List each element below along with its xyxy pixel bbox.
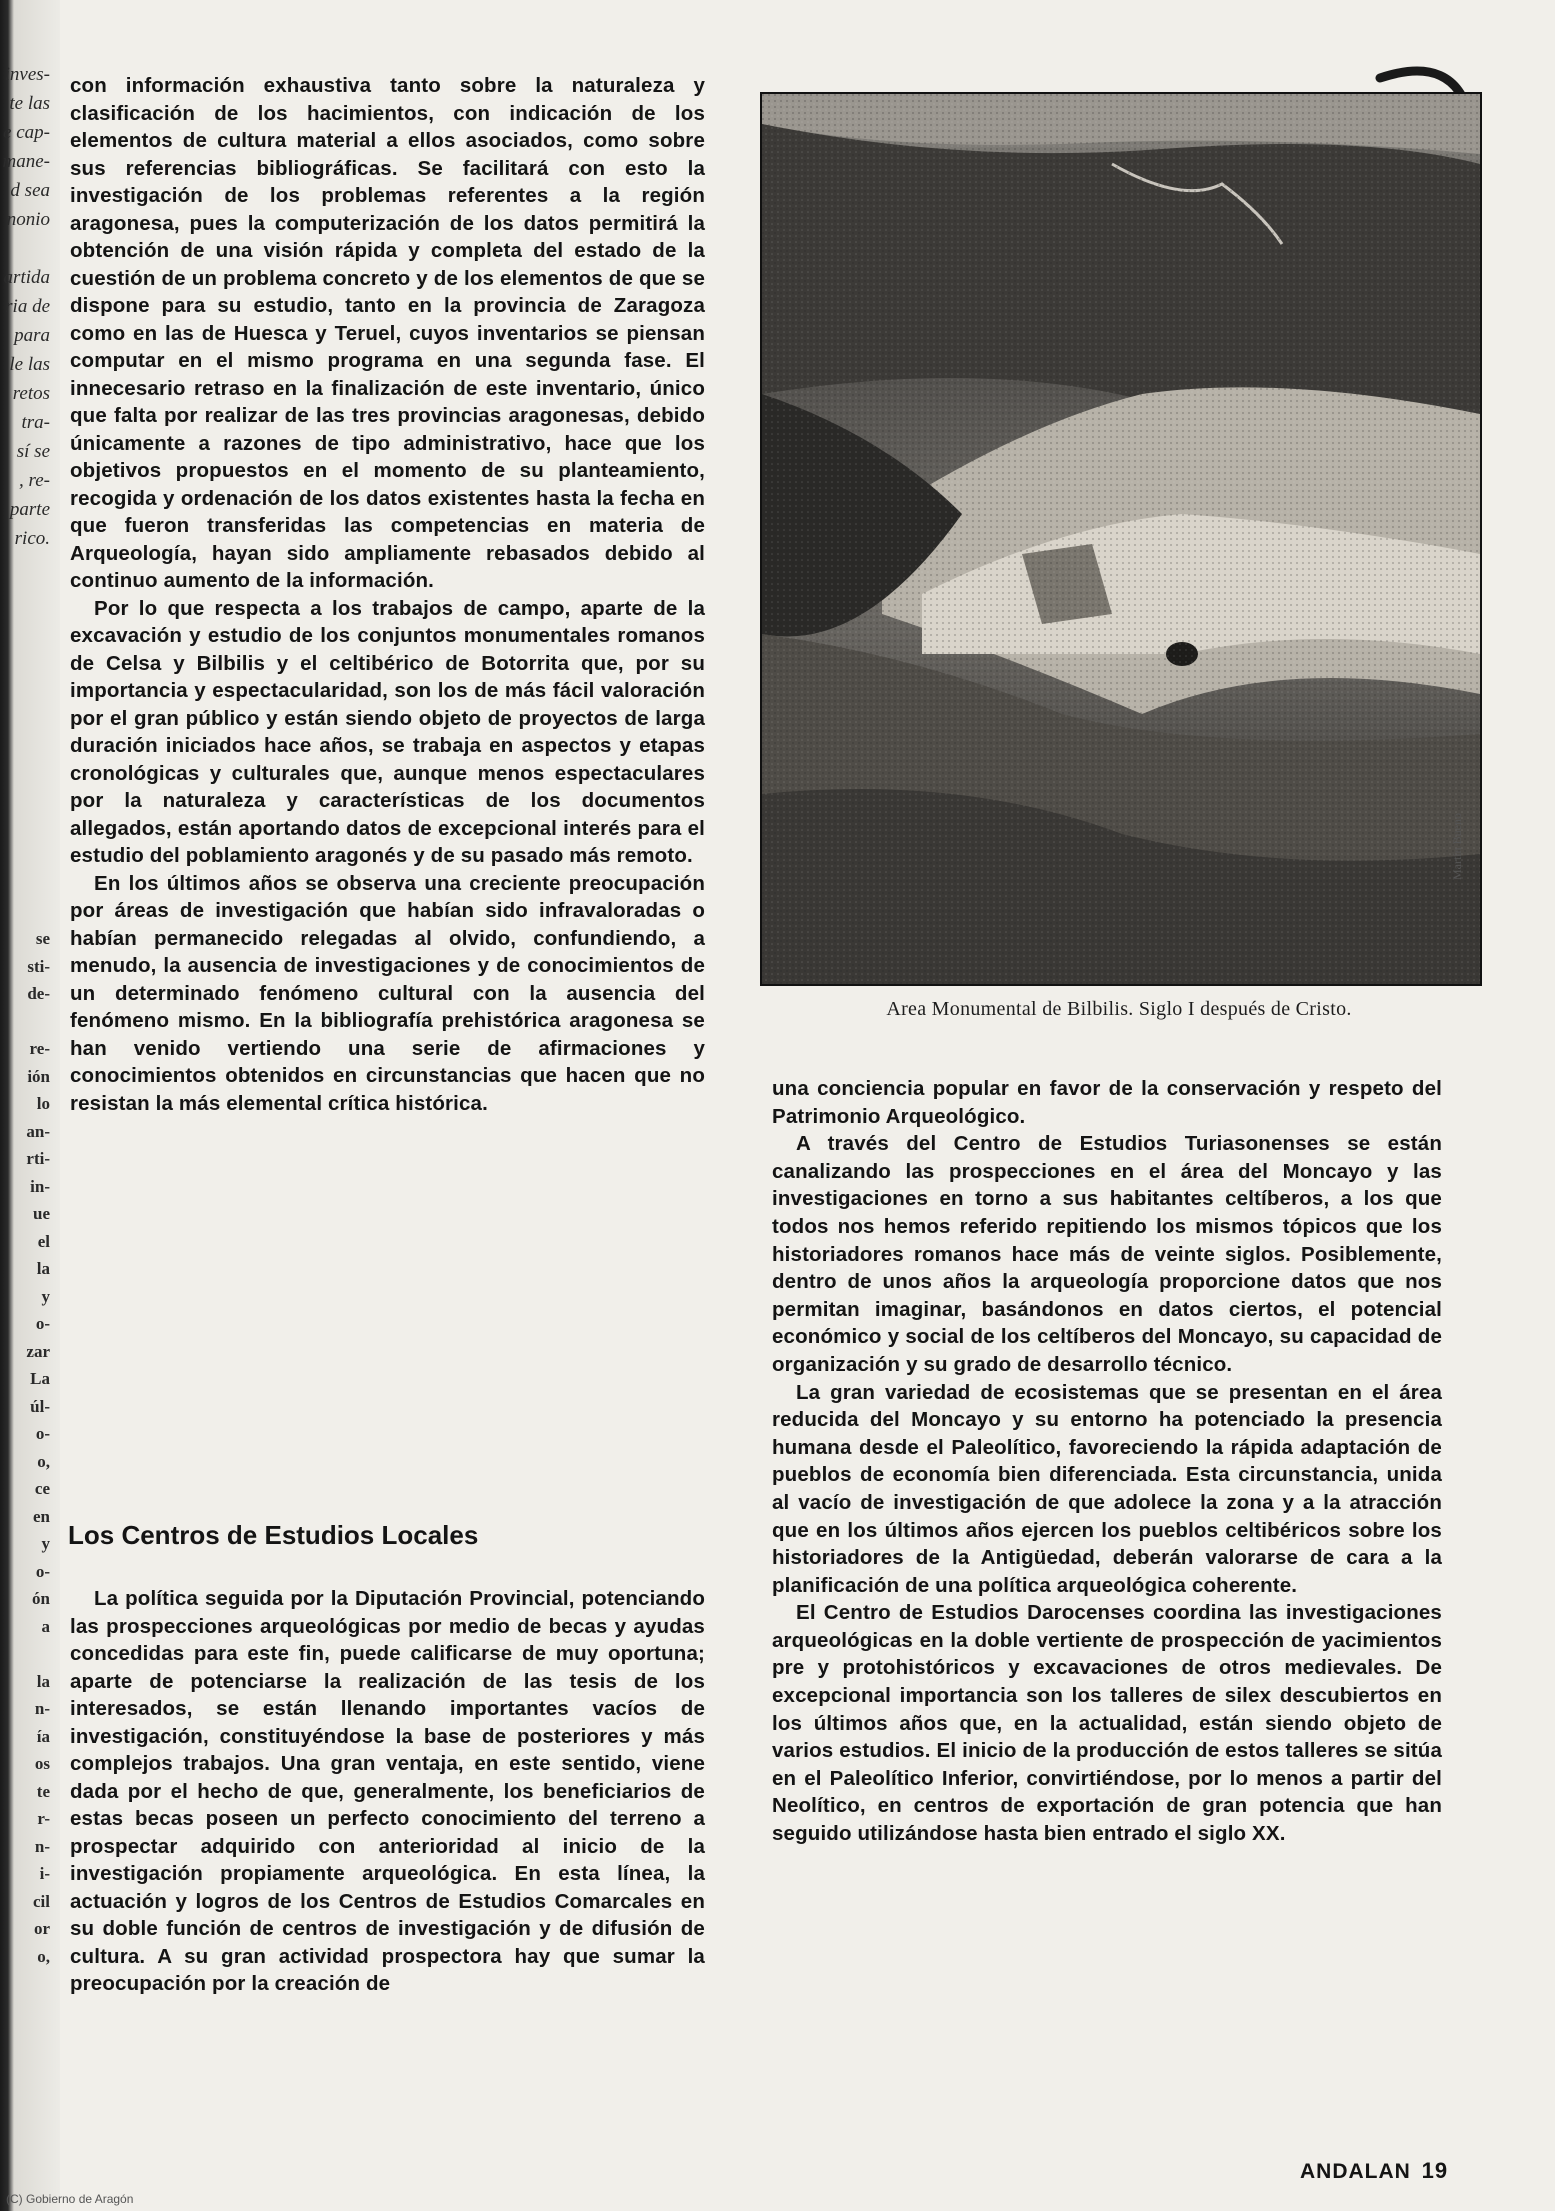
margin-fragment: el [37, 1231, 50, 1251]
margin-fragment: parte [9, 499, 50, 520]
margin-fragment: a [41, 1616, 50, 1636]
margin-fragment: rico. [14, 528, 50, 549]
paragraph: A través del Centro de Estudios Turiasonenses se están canalizando las prospecciones en el área del Moncayo y las investigaciones en torno a sus habitantes celtíberos, a los que todos nos hemos referido repitiendo los mismos tópicos que los historiadores romanos hace más de veinte siglos. Posiblemente, dentro de unos años la arqueología proporcione datos que nos permitan imaginar, basándonos en datos ciertos, el potencial económico y social de los celtíberos del Moncayo, su capacidad de organización y su grado de desarrollo técnico. [772, 1132, 1442, 1376]
margin-fragment: le las [9, 354, 50, 375]
margin-fragment: ión [27, 1066, 50, 1086]
margin-fragment: o- [35, 1314, 50, 1333]
margin-fragment: lo [36, 1094, 50, 1113]
page-number: 19 [1421, 2158, 1449, 2183]
photo-credit: Martín Bueno [1450, 813, 1464, 880]
previous-page-margin-fragments-bottom [2, 925, 50, 1970]
margin-fragment: rti- [26, 1149, 50, 1168]
margin-fragment: cil [33, 1891, 50, 1911]
margin-fragment: úl- [30, 1396, 50, 1416]
previous-page-margin-fragments-top [2, 60, 50, 553]
left-column-text-continued [70, 1585, 705, 1998]
margin-fragment: r- [37, 1809, 50, 1828]
margin-fragment: i- [39, 1864, 50, 1883]
margin-fragment: en [33, 1506, 50, 1526]
magazine-name: ANDALAN [1300, 2160, 1411, 2183]
margin-fragment: la [36, 1671, 50, 1691]
photo-caption: Area Monumental de Bilbilis. Siglo I después de Cristo. [886, 998, 1352, 1020]
margin-fragment: La [30, 1369, 50, 1388]
margin-fragment: sí se [16, 441, 50, 462]
margin-fragment: de- [27, 984, 50, 1003]
margin-fragment [2, 234, 50, 263]
paragraph: La gran variedad de ecosistemas que se presentan en el área reducida del Moncayo y su entorno ha potenciado la presencia humana desde el Paleolítico, favoreciendo la rápida adaptación de pueblos de economía bien diferenciada. Esta circunstancia, unida al vacío de investigación de que adolece la zona y a la atracción que en los últimos años ejercen los pueblos celtibéricos sobre los historiadores de la Antigüedad, deberán valorarse de cara a la planificación de una política arqueológica coherente. [772, 1380, 1442, 1597]
margin-fragment: o, [37, 1946, 50, 1966]
margin-fragment: in- [30, 1176, 50, 1196]
margin-fragment: mane- [2, 151, 50, 172]
margin-fragment: o, [37, 1451, 50, 1471]
margin-fragment: d sea [10, 180, 50, 201]
margin-fragment: o- [35, 1424, 50, 1443]
copyright-notice: (C) Gobierno de Aragón [6, 2192, 134, 2206]
margin-fragment: artida [3, 267, 50, 288]
margin-fragment: ria de [5, 296, 50, 317]
right-column-text [772, 1075, 1442, 1848]
margin-fragment: ía [36, 1726, 50, 1746]
margin-fragment: la [36, 1259, 50, 1278]
paragraph: El Centro de Estudios Darocenses coordina las investigaciones arqueológicas en la doble vertiente de prospección de yacimientos pre y protohistóricos y excavaciones de otros medievales. De excepcional importancia son los talleres de silex descubiertos en los últimos años que, en la actualidad, están siendo objeto de varios estudios. El inicio de la producción de estos talleres se sitúa en el Paleolítico Inferior, convirtiéndose, por lo menos a partir del Neolítico, en centros de exportación de gran potencia que han seguido utilizándose hasta bien entrado el siglo XX. [772, 1601, 1442, 1846]
page-footer [1300, 2158, 1448, 2184]
margin-fragment: y [41, 1286, 50, 1306]
margin-fragment: para [14, 325, 50, 346]
margin-fragment: re- [29, 1039, 50, 1058]
margin-fragment: tra- [21, 412, 50, 433]
margin-fragment: inves- [4, 64, 50, 85]
margin-fragment: e cap- [3, 122, 50, 143]
margin-fragment: retos [12, 383, 50, 404]
margin-fragment: zar [26, 1341, 50, 1361]
margin-fragment: nonio [6, 209, 50, 230]
margin-fragment: n- [34, 1699, 50, 1718]
margin-fragment: , re- [19, 470, 50, 491]
paragraph: una conciencia popular en favor de la conservación y respeto del Patrimonio Arqueológico. [772, 1077, 1442, 1128]
margin-fragment: ue [33, 1204, 50, 1223]
margin-fragment: se [35, 929, 50, 948]
margin-fragment: ce [34, 1479, 50, 1498]
margin-fragment: y [41, 1534, 50, 1553]
margin-fragment: n- [34, 1836, 50, 1856]
margin-fragment: sti- [27, 956, 50, 976]
left-column-text [70, 72, 705, 1117]
paragraph: En los últimos años se observa una creciente preocupación por áreas de investigación que habían sido infravaloradas o habían permanecido relegadas al olvido, confundiendo, a menudo, la ausencia de investigaciones y de conocimientos de un determinado fenómeno cultural con la ausencia del fenómeno mismo. En la bibliografía prehistórica aragonesa se han venido vertiendo una serie de afirmaciones y conocimientos obtenidos en circunstancias que hacen que no resistan la más elemental crítica histórica. [70, 871, 705, 1115]
margin-fragment [2, 1640, 50, 1668]
margin-fragment: ón [32, 1589, 50, 1608]
margin-fragment: os [34, 1754, 50, 1773]
margin-fragment: te las [9, 93, 50, 114]
paragraph: La política seguida por la Diputación Provincial, potenciando las prospecciones arqueológicas por medio de becas y ayudas concedidas para este fin, puede calificarse de muy oportuna; aparte de potenciarse la realización de las tesis de los interesados, se están llenando importantes vacíos de investigación, constituyéndose la base de posteriores y más complejos trabajos. Una gran ventaja, en este sentido, viene dada por el hecho de que, generalmente, los beneficiarios de estas becas poseen un perfecto conocimiento del terreno a prospectar adquirido con anterioridad al inicio de la investigación propiamente arqueológica. En esta línea, la actuación y logros de los Centros de Estudios Comarcales en su doble función de centros de investigación y de difusión de cultura. A su gran actividad prospectora hay que sumar la preocupación por la creación de [70, 1587, 705, 1995]
margin-fragment [2, 1008, 50, 1036]
paragraph: con información exhaustiva tanto sobre la naturaleza y clasificación de los hacimientos, con indicación de los elementos de cultura material a ellos asociados, como sobre sus referencias bibliográficas. Se facilitará con esto la investigación de los problemas referentes a la región aragonesa, pues la computerización de los datos permitirá la obtención de una visión rápida y completa del estado de la cuestión de un problema concreto y de los elementos de que se dispone para su estudio, tanto en la provincia de Zaragoza como en las de Huesca y Teruel, cuyos inventarios se piensan computar en el mismo programa en una segunda fase. El innecesario retraso en la finalización de este inventario, único que falta por realizar de las tres provincias aragonesas, debido únicamente a razones de tipo administrativo, hace que los objetivos propuestos en el momento de su planteamiento, recogida y ordenación de los datos existentes hasta la fecha en que fueron transferidas las competencias en materia de Arqueología, hayan sido ampliamente rebasados debido al continuo aumento de la información. [70, 74, 705, 592]
section-heading: Los Centros de Estudios Locales [68, 1520, 479, 1550]
paragraph: Por lo que respecta a los trabajos de campo, aparte de la excavación y estudio de los conjuntos monumentales romanos de Celsa y Bilbilis y el celtibérico de Botorrita que, por su importancia y espectacularidad, son los de más fácil valoración por el gran público y están siendo objeto de proyectos de larga duración iniciados hace años, se trabaja en aspectos y etapas cronológicas y culturales que, aunque menos espectaculares por la naturaleza y características de los documentos allegados, están aportando datos de excepcional interés para el estudio del poblamiento aragonés y de su pasado más remoto. [70, 596, 705, 867]
margin-fragment: o- [35, 1561, 50, 1581]
margin-fragment: or [33, 1919, 50, 1938]
margin-fragment: an- [26, 1121, 50, 1141]
margin-fragment: te [36, 1781, 50, 1801]
archaeological-site-photo [760, 92, 1482, 986]
